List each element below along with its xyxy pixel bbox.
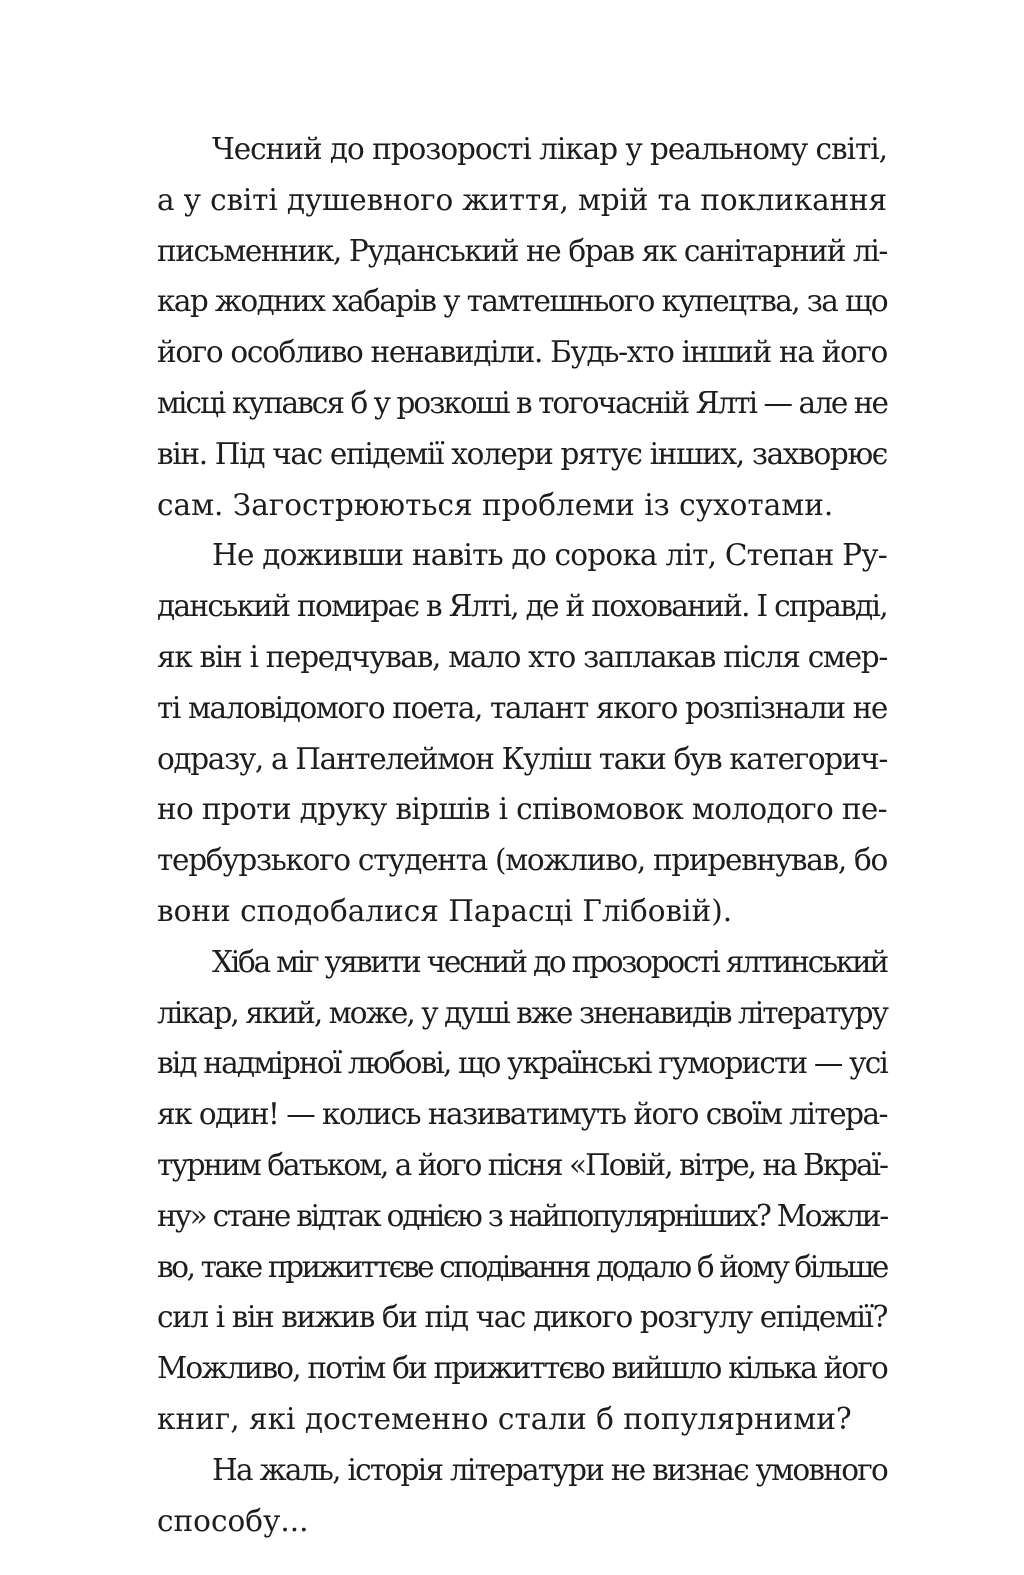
text-line: данський помирає в Ялті, де й похований. І справді, (157, 589, 887, 624)
text-line: лікар, який, може, у душі вже зненавидів літературу (157, 995, 887, 1030)
text-line: книг, які достеменно стали б популярними? (157, 1401, 852, 1436)
text-line: від надмірної любові, що українські гумористи — усі (157, 1046, 887, 1081)
text-line: турним батьком, а його пісня «Повій, вітре, на Вкраї- (157, 1147, 887, 1182)
text-line: способу... (157, 1503, 309, 1538)
paragraph-2 (157, 530, 887, 936)
text-line: він. Під час епідемії холери рятує інших, захворює (157, 436, 887, 471)
text-line: Не доживши навіть до сорока літ, Степан Ру- (212, 538, 887, 573)
text-line: а у світі душевного життя, мрій та покликання (157, 182, 887, 217)
text-line: Чесний до прозорості лікар у реальному світі, (212, 132, 887, 166)
text-line: вони сподобалися Парасці Глібовій). (157, 893, 733, 928)
text-line: письменник, Руданський не брав як санітарний лі- (157, 233, 887, 268)
text-line: во, таке прижиттєве сподівання додало б йому більше (157, 1249, 887, 1284)
paragraph-1 (157, 124, 887, 530)
book-page (157, 124, 887, 1546)
text-line: На жаль, історія літератури не визнає умовного (212, 1452, 887, 1487)
text-line: тербурзького студента (можливо, приревнував, бо (157, 843, 887, 878)
text-line: сам. Загострюються проблеми із сухотами. (157, 487, 834, 522)
text-line: ті маловідомого поета, талант якого розпізнали не (157, 690, 887, 725)
text-line: його особливо ненавиділи. Будь-хто інший на його (157, 335, 887, 370)
text-line: як один! — колись називатимуть його своїм літера- (157, 1097, 887, 1132)
text-line: но проти друку віршів і співомовок молодого пе- (157, 792, 887, 827)
paragraph-3 (157, 937, 887, 1445)
text-line: місці купався б у розкоші в тогочасній Ялті — але не (157, 385, 887, 420)
text-line: кар жодних хабарів у тамтешнього купецтва, за що (157, 284, 887, 319)
text-line: Хіба міг уявити чесний до прозорості ялтинський (212, 944, 887, 979)
text-line: Можливо, потім би прижиттєво вийшло кілька його (157, 1351, 887, 1386)
text-line: ну» стане відтак однією з найпопулярніших? Можли- (157, 1198, 887, 1233)
paragraph-4 (157, 1445, 887, 1547)
text-line: одразу, а Пантелеймон Куліш таки був категорич- (157, 741, 887, 776)
text-line: як він і передчував, мало хто заплакав після смер- (157, 639, 887, 674)
text-line: сил і він вижив би під час дикого розгулу епідемії? (157, 1300, 887, 1335)
